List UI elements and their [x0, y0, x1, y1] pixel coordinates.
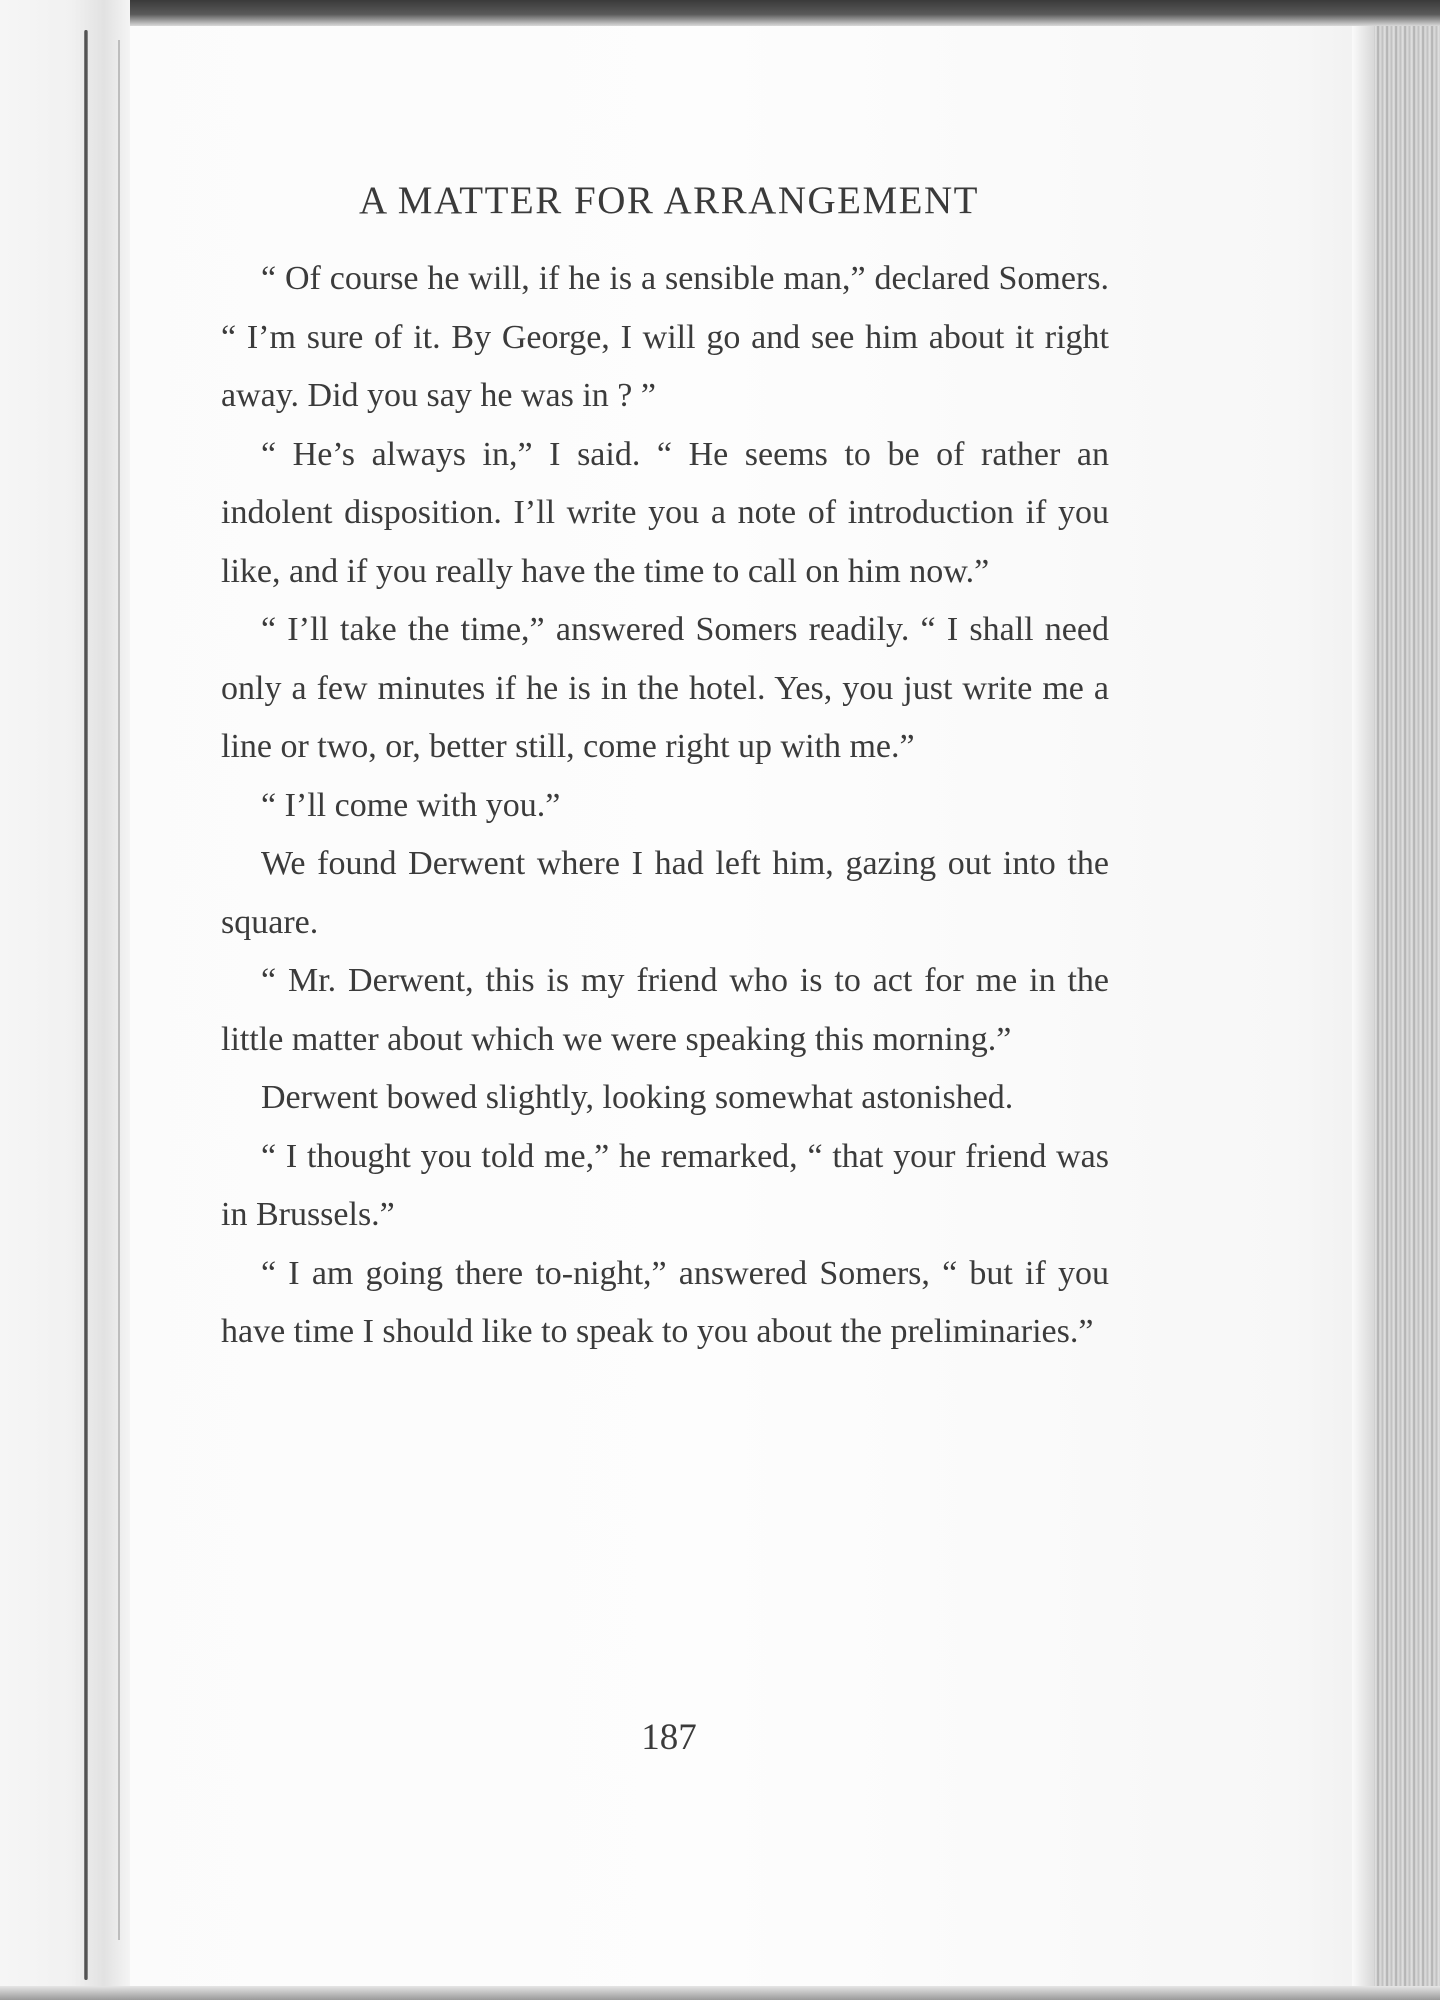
- gutter-inner-line: [118, 40, 120, 1940]
- running-head: A MATTER FOR ARRANGEMENT: [359, 179, 979, 222]
- paragraph: “ Mr. Derwent, this is my friend who is to act for me in the little matter about which we were speaking this morning.”: [221, 962, 1109, 1058]
- paragraph: “ I’ll take the time,” answered Somers readily. “ I shall need only a few minutes if he is in the hotel. Yes, you just write me a line or two, or, better still, come right up with me.”: [221, 611, 1109, 765]
- gutter-fold-line: [84, 30, 88, 1980]
- paragraph: “ He’s always in,” I said. “ He seems to be of rather an indolent disposition. I’ll write you a note of introduction if you like, and if you really have the time to call on him now.”: [221, 435, 1109, 590]
- page-stack-edge: [1374, 26, 1440, 1986]
- paragraph: Derwent bowed slightly, looking somewhat astonished.: [261, 1079, 1014, 1116]
- paragraph: We found Derwent where I had left him, gazing out into the square.: [221, 845, 1109, 941]
- paragraph: “ Of course he will, if he is a sensible man,” declared Somers. “ I’m sure of it. By George, I will go and see him about it right away. Did you say he was in ? ”: [221, 260, 1109, 414]
- book-gutter: [0, 0, 130, 2000]
- paragraph: “ I am going there to-night,” answered Somers, “ but if you have time I should like to speak to you about the preliminaries.”: [221, 1254, 1109, 1350]
- body-text: [221, 250, 1109, 1362]
- scanner-bottom-edge: [0, 1986, 1440, 2000]
- paragraph: “ I’ll come with you.”: [261, 786, 561, 824]
- scanner-top-shadow: [0, 0, 1440, 26]
- page-edge-shade: [1352, 26, 1374, 1986]
- page-number: 187: [641, 1717, 697, 1758]
- paragraph: “ I thought you told me,” he remarked, “ that your friend was in Brussels.”: [221, 1137, 1109, 1233]
